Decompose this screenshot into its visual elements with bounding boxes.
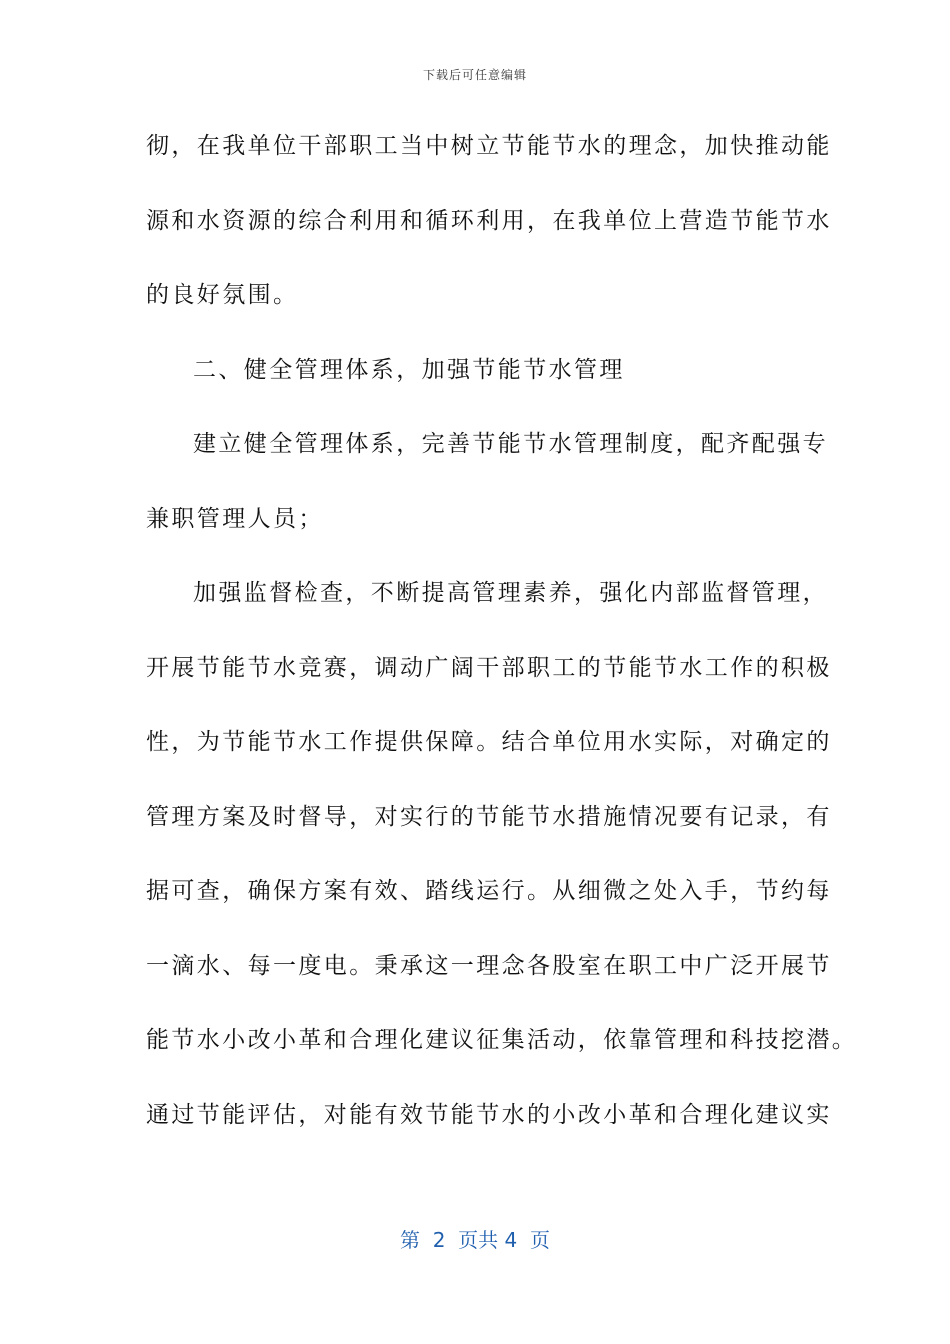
text-line: 一滴水、每一度电。秉承这一理念各股室在职工中广泛开展节: [146, 952, 832, 979]
text-line: 的良好氛围。: [146, 282, 299, 308]
text-line: 管理方案及时督导，对实行的节能节水措施情况要有记录，有: [146, 803, 832, 830]
text-line: 开展节能节水竞赛，调动广阔干部职工的节能节水工作的积极: [146, 654, 832, 681]
section-heading: 二、健全管理体系，加强节能节水管理: [193, 356, 625, 383]
text-line: 据可查，确保方案有效、踏线运行。从细微之处入手，节约每: [146, 878, 832, 904]
text-line: 建立健全管理体系，完善节能节水管理制度，配齐配强专: [193, 431, 828, 457]
text-line: 通过节能评估，对能有效节能节水的小改小革和合理化建议实: [146, 1101, 832, 1128]
text-line: 能节水小改小革和合理化建议征集活动，依靠管理和科技挖潜。: [146, 1027, 858, 1053]
text-line: 加强监督检查，不断提高管理素养，强化内部监督管理，: [193, 580, 828, 606]
document-body: [146, 124, 858, 1167]
header-note: 下载后可任意编辑: [422, 68, 527, 82]
text-line: 性，为节能节水工作提供保障。结合单位用水实际，对确定的: [146, 729, 832, 755]
text-line: 兼职管理人员；: [146, 505, 324, 532]
text-line: 彻，在我单位干部职工当中树立节能节水的理念，加快推动能: [146, 133, 832, 159]
text-line: 源和水资源的综合利用和循环利用，在我单位上营造节能节水: [146, 207, 832, 234]
page-number: 第 2 页共 4 页: [400, 1228, 550, 1252]
